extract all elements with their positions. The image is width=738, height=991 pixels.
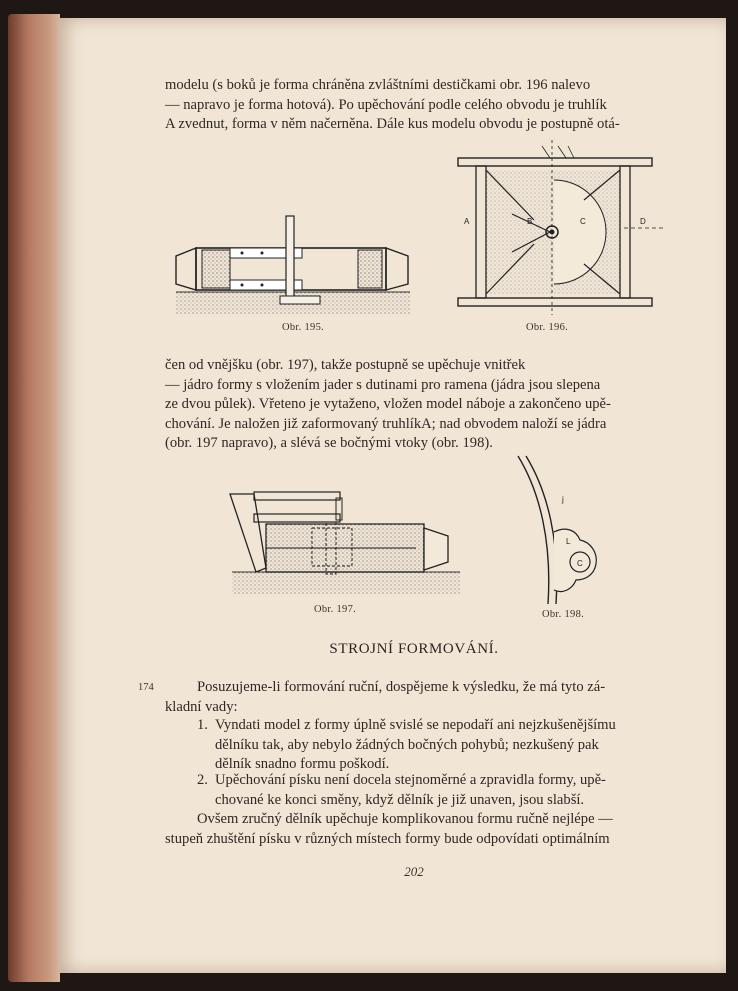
label-a: A	[464, 217, 470, 226]
text-line: dělník snadno formu poškodí.	[215, 756, 390, 773]
text-line: (obr. 197 napravo), a slévá se bočnými vtoky (obr. 198).	[165, 435, 493, 452]
text-line: Posuzujeme-li formování ruční, dospějeme k výsledku, že má tyto zá-	[197, 679, 606, 695]
figure-195-drawing	[172, 208, 412, 320]
list-item-number: 1.	[197, 717, 208, 733]
label-j: j	[562, 495, 564, 504]
text-line: dělníku tak, aby nebylo žádných bočných pohybů; nezkušený pak	[215, 736, 599, 753]
paragraph-1	[165, 76, 663, 135]
text-line: ze dvou půlek). Vřeteno je vytaženo, vložen model náboje a zakončeno upě-	[165, 396, 611, 413]
left-page-edge	[8, 14, 60, 982]
text-line: modelu (s boků je forma chráněna zvláštními destičkami obr. 196 nalevo	[165, 77, 591, 93]
text-line: — napravo je forma hotová). Po upěchování podle celého obvodu je truhlík	[165, 96, 607, 113]
list-item-number: 2.	[197, 772, 208, 788]
text-line: kladní vady:	[165, 698, 238, 715]
figure-197-drawing	[226, 488, 462, 600]
figure-198-caption: Obr. 198.	[542, 609, 585, 620]
figure-198-drawing	[514, 452, 606, 608]
label-c: C	[577, 559, 583, 568]
label-l: L	[566, 537, 571, 546]
figure-197-caption: Obr. 197.	[314, 604, 357, 615]
text-line: Vyndati model z formy úplně svislé se nepodaří ani nejzkušenějšímu	[215, 717, 616, 733]
text-line: Ovšem zručný dělník upěchuje komplikovanou formu ručně nejlépe —	[197, 811, 613, 827]
figure-195-caption: Obr. 195.	[282, 322, 325, 333]
figure-196-drawing	[454, 140, 664, 315]
text-line: stupeň zhuštění písku v různých místech formy bude odpovídati optimálním	[165, 830, 610, 847]
page-number: 202	[404, 864, 424, 879]
paragraph-2	[165, 356, 663, 454]
label-c: C	[580, 217, 586, 226]
paragraph-3	[165, 678, 663, 717]
list-item	[197, 771, 663, 810]
section-heading: STROJNÍ FORMOVÁNÍ.	[329, 641, 499, 657]
text-line: chované ke konci směny, když dělník je již unaven, jsou slabší.	[215, 791, 585, 808]
text-line: A zvednut, forma v něm načerněna. Dále kus modelu obvodu je postupně otá-	[165, 116, 620, 133]
text-line: Upěchování písku není docela stejnoměrné a zpravidla formy, upě-	[215, 772, 606, 788]
text-line: chování. Je naložen již zaformovaný truhlíkA; nad obvodem naloží se jádra	[165, 415, 607, 432]
text-line: čen od vnějšku (obr. 197), takže postupně se upěchuje vnitřek	[165, 357, 526, 373]
text-line: — jádro formy s vložením jader s dutinami pro ramena (jádra jsou slepena	[165, 376, 601, 393]
figure-196-caption: Obr. 196.	[526, 322, 569, 333]
label-b: B	[527, 217, 533, 226]
margin-section-number: 174	[138, 682, 154, 693]
paragraph-4	[165, 810, 663, 849]
label-d: D	[640, 217, 646, 226]
list-item	[197, 716, 663, 775]
